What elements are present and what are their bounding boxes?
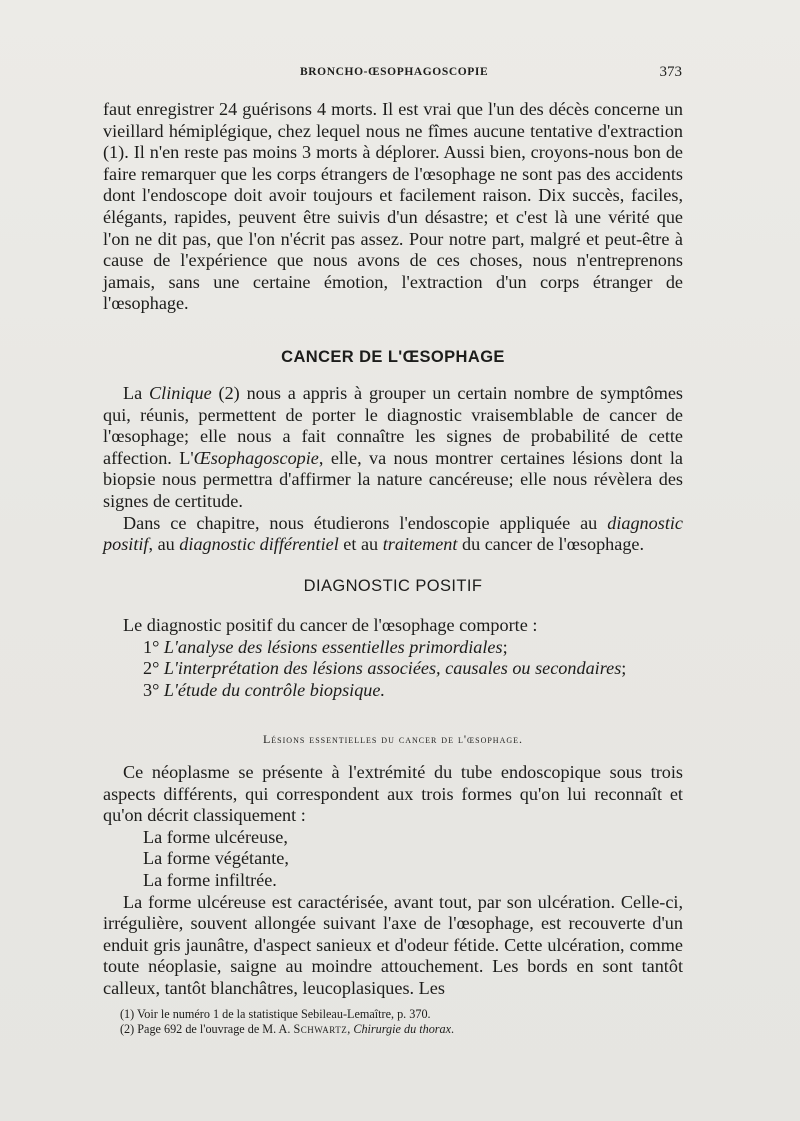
form-item: La forme végétante, (143, 848, 289, 869)
lesions-block (103, 762, 683, 1000)
footnote-1: (1) Voir le numéro 1 de la statistique Sebileau-Lemaître, p. 370. (120, 1007, 431, 1021)
diagnostic-differentiel-term: diagnostic différentiel (179, 534, 339, 555)
text-run: Dans ce chapitre, nous étudierons l'endoscopie appliquée au (123, 512, 608, 533)
cancer-intro (103, 383, 683, 556)
running-head: BRONCHO-ŒSOPHAGOSCOPIE (300, 66, 489, 78)
clinique-paragraph (103, 383, 683, 513)
list-number: 2° (143, 658, 160, 679)
text-run: , au (148, 534, 180, 555)
list-item (103, 680, 683, 702)
list-number: 3° (143, 679, 160, 700)
page-header (100, 66, 682, 86)
book-title: Chirurgie du thorax (353, 1022, 452, 1036)
text-run: , (347, 1022, 354, 1036)
section-heading-cancer: CANCER DE L'ŒSOPHAGE (281, 348, 505, 366)
text-run: et au (338, 534, 383, 555)
ulcer-paragraph: La forme ulcéreuse est caractérisée, avant tout, par son ulcération. Celle-ci, irrégulière, souvent allongée suivant l'axe de l'œsophage, est recouverte d'un enduit gris jaunâtre, d'aspect sanieux et d'odeur fétide. Cette ulcération, comme toute néoplasie, saigne au moindre attouchement. Les bords en sont tantôt calleux, tantôt blanchâtres, leucoplasiques. Les (103, 891, 683, 998)
list-number: 1° (143, 636, 160, 657)
form-item: La forme ulcéreuse, (143, 826, 288, 847)
list-item (103, 637, 683, 659)
clinique-term: Clinique (149, 383, 212, 403)
text-run: . (451, 1022, 455, 1036)
list-end: ; (502, 636, 508, 657)
subsection-heading-lesions: Lésions essentielles du cancer de l'œsophage. (262, 732, 524, 746)
traitement-term: traitement (382, 534, 458, 555)
footnote-2 (120, 1022, 640, 1037)
list-end: ; (621, 658, 627, 679)
chapter-plan-paragraph (103, 513, 683, 556)
opening-paragraph (103, 99, 683, 315)
diagnostic-block (103, 615, 683, 701)
diagnostic-intro: Le diagnostic positif du cancer de l'œsophage comporte : (123, 615, 538, 635)
list-text: L'analyse des lésions essentielles primordiales (163, 636, 503, 657)
section-heading-diagnostic: DIAGNOSTIC POSITIF (303, 577, 483, 595)
text-run: (2) Page 692 de l'ouvrage de M. A. (120, 1022, 294, 1036)
list-text: L'étude du contrôle biopsique. (163, 679, 386, 700)
page-number: 373 (659, 64, 682, 80)
text-run: (2) nous a appris à grouper un certain nombre de symptômes qui, réunis, permettent de porter le diagnostic vraisemblable de cancer de l'œsophage; elle nous a fait connaître les signes de probabilité de cette affection. L' (103, 383, 683, 468)
text-run: La (123, 383, 150, 403)
author-name: Schwartz (293, 1022, 348, 1036)
form-item: La forme infiltrée. (143, 869, 277, 890)
text-run: , elle, va nous montrer certaines lésions dont la biopsie nous permettra d'affirmer la nature cancéreuse; elle nous révèlera des signes de certitude. (103, 447, 683, 511)
forms-intro: Ce néoplasme se présente à l'extrémité du tube endoscopique sous trois aspects différents, qui correspondent aux trois formes qu'on lui reconnaît et qu'on décrit classiquement : (103, 762, 683, 826)
list-item (103, 658, 683, 680)
list-text: L'interprétation des lésions associées, causales ou secondaires (163, 658, 622, 679)
oesophagoscopie-term: Œsophagoscopie (193, 447, 319, 468)
text-run: du cancer de l'œsophage. (457, 534, 645, 555)
footnotes (120, 1007, 640, 1037)
diagnostic-positif-term: diagnostic positif (103, 512, 683, 555)
paragraph-text: faut enregistrer 24 guérisons 4 morts. Il est vrai que l'un des décès concerne un vieillard hémiplégique, chez lequel nous ne fîmes aucune tentative d'extraction (1). Il n'en reste pas moins 3 morts à déplorer. Aussi bien, croyons-nous bon de faire remarquer que les corps étrangers de l'œsophage ne sont pas des accidents dont l'endoscope doit avoir toujours et facilement raison. Dix succès, faciles, élégants, rapides, peuvent être suivis d'un désastre; et c'est là une vérité que l'on ne dit pas, que l'on n'écrit pas assez. Pour notre part, malgré et peut-être à cause de l'expérience que nous avons de ces choses, nous n'entreprenons jamais, sans une certaine émotion, l'extraction d'un corps étranger de l'œsophage. (103, 99, 683, 314)
